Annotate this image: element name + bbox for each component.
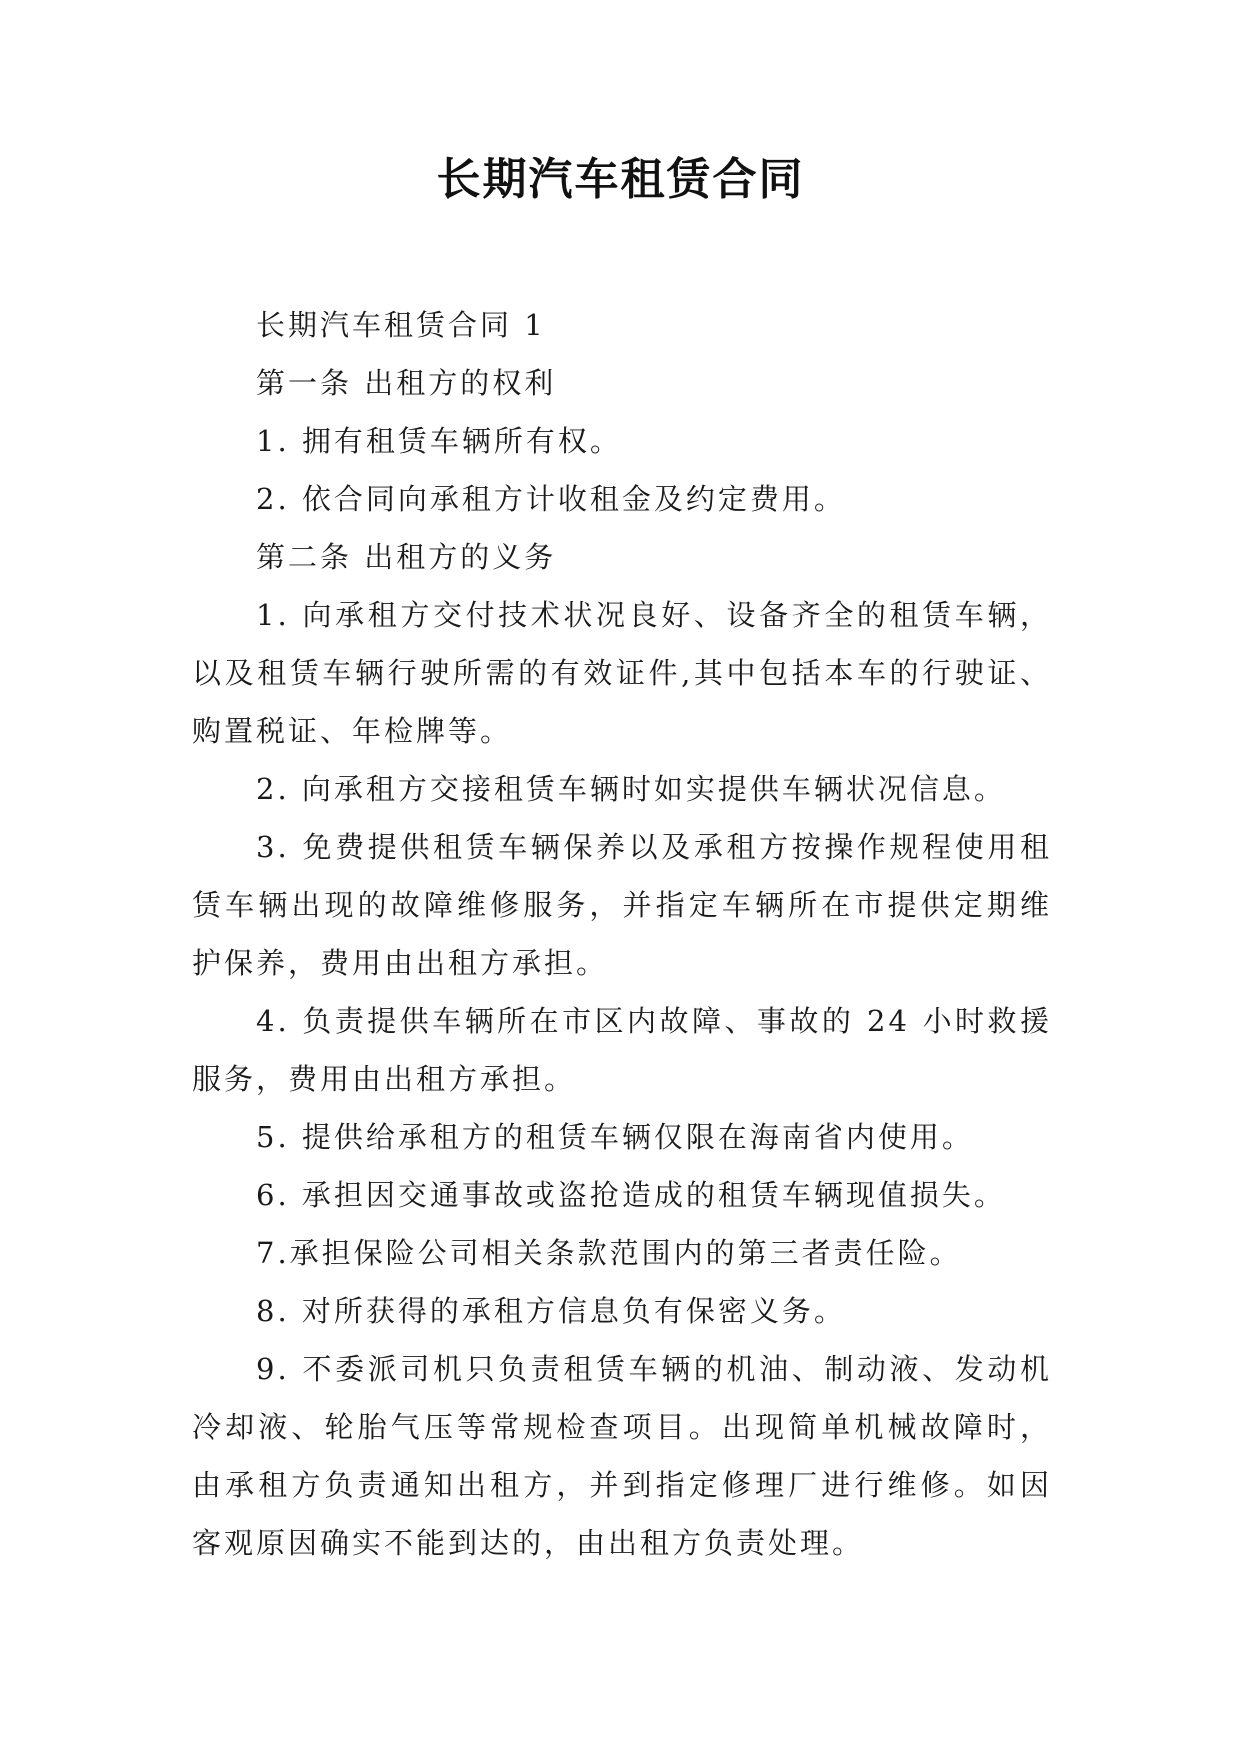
- paragraph-article-1-item-2: 2. 依合同向承租方计收租金及约定费用。: [256, 482, 846, 516]
- document-body: [192, 296, 1052, 1572]
- paragraph-article-1-heading: 第一条 出租方的权利: [256, 366, 557, 400]
- paragraph-article-1-item-1: 1. 拥有租赁车辆所有权。: [256, 424, 622, 458]
- paragraph-article-2-item-3: 3. 免费提供租赁车辆保养以及承租方按操作规程使用租赁车辆出现的故障维修服务，并指定车辆所在市提供定期维护保养，费用由出租方承担。: [192, 830, 1052, 980]
- paragraph-article-2-item-6: 6. 承担因交通事故或盗抢造成的租赁车辆现值损失。: [256, 1178, 1006, 1212]
- paragraph-article-2-item-4: 4. 负责提供车辆所在市区内故障、事故的 24 小时救援服务，费用由出租方承担。: [192, 1004, 1052, 1096]
- paragraph-article-2-heading: 第二条 出租方的义务: [256, 540, 557, 574]
- document-title: 长期汽车租赁合同: [436, 154, 805, 205]
- paragraph-article-2-item-7: 7.承担保险公司相关条款范围内的第三者责任险。: [256, 1236, 962, 1270]
- paragraph-article-2-item-5: 5. 提供给承租方的租赁车辆仅限在海南省内使用。: [256, 1120, 974, 1154]
- paragraph-article-2-item-1: 1. 向承租方交付技术状况良好、设备齐全的租赁车辆，以及租赁车辆行驶所需的有效证件,其中包括本车的行驶证、购置税证、年检牌等。: [192, 598, 1052, 748]
- paragraph-subtitle: 长期汽车租赁合同 1: [256, 308, 546, 342]
- paragraph-article-2-item-8: 8. 对所获得的承租方信息负有保密义务。: [256, 1294, 846, 1328]
- paragraph-article-2-item-2: 2. 向承租方交接租赁车辆时如实提供车辆状况信息。: [256, 772, 1006, 806]
- paragraph-article-2-item-9: 9. 不委派司机只负责租赁车辆的机油、制动液、发动机冷却液、轮胎气压等常规检查项目。出现简单机械故障时，由承租方负责通知出租方，并到指定修理厂进行维修。如因客观原因确实不能到达的，由出租方负责处理。: [192, 1352, 1052, 1560]
